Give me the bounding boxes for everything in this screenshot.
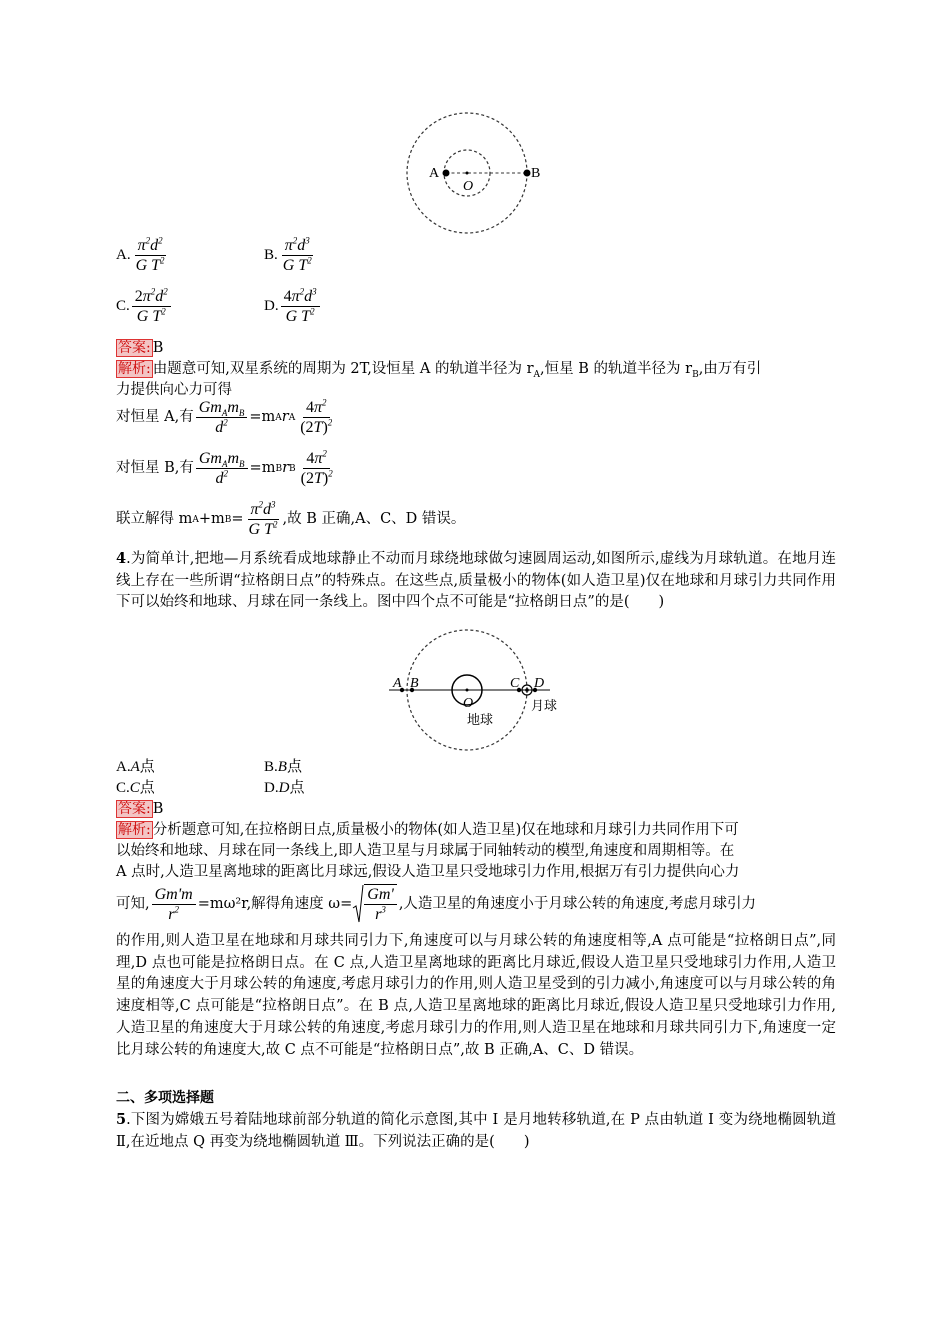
q3-option-c (116, 287, 173, 326)
q4-opt-b-suffix: 点 (286, 759, 302, 775)
label-d: D (534, 676, 545, 691)
label-c: C (510, 676, 520, 691)
option-a-fraction: $\frac{\pi^2d^2}{G T^2}$ (135, 235, 165, 274)
label-o: O (463, 179, 474, 194)
star-a-dot (443, 170, 450, 177)
q4-explain-row3: A 点时,人造卫星离地球的距离比月球远,假设人造卫星只受地球引力作用,根据万有引力提供向心力 (116, 864, 740, 880)
option-d-label: D. (264, 298, 279, 314)
q5-stem-text: .下图为嫦娥五号着陆地球前部分轨道的简化示意图,其中 Ⅰ 是月地转移轨道,在 P 点由轨道 Ⅰ 变为绕地椭圆轨道 Ⅱ,在近地点 Q 再变为绕地椭圆轨道 Ⅲ。下列说法正确的是( ) (116, 1112, 836, 1150)
label-b: B (410, 676, 419, 691)
q3-answer-row (116, 338, 163, 359)
q4-opt-c-label: C. (116, 780, 130, 796)
answer-value: B (152, 801, 164, 817)
q4-opt-d-suffix: 点 (289, 780, 305, 796)
q4-opt-c-suffix: 点 (139, 780, 155, 796)
answer-tag: 答案: (118, 340, 151, 356)
eq1-lhs: $\frac{Gm_Am_B}{d^2}$ (196, 398, 248, 437)
eq3-fraction: $\frac{\pi^2d^3}{G T^2}$ (248, 499, 278, 538)
gravity-fraction: $\frac{Gm'm}{r^2}$ (152, 885, 196, 924)
q4-option-a (116, 757, 155, 778)
q4-stem (116, 548, 836, 614)
label-moon: 月球 (531, 699, 558, 714)
eq2-rhs: $\frac{4\pi^2}{(2T)^2}$ (300, 448, 333, 487)
explain-l4c: ,人造卫星的角速度小于月球公转的角速度,考虑月球引力 (398, 895, 757, 912)
label-o: O (463, 696, 474, 711)
explain-text-b: ,恒星 B 的轨道半径为 r (540, 361, 693, 377)
q5-stem (116, 1109, 836, 1153)
earth-center (466, 689, 469, 692)
q3-explain-row2: 力提供向心力可得 (116, 382, 232, 398)
q4-opt-b-label: B. (264, 759, 278, 775)
explain-l4a: 可知, (116, 895, 150, 912)
option-b-label: B. (264, 247, 278, 263)
eq1-mid: =m (249, 409, 276, 425)
q4-answer-row (116, 799, 163, 820)
eq2-mid: =m (249, 460, 276, 476)
q4-option-b (264, 757, 302, 778)
moon-center (525, 688, 529, 692)
eq1-prefix: 对恒星 A,有 (116, 409, 194, 425)
answer-tag: 答案: (118, 801, 151, 817)
explain-text-c: ,由万有引 (698, 361, 762, 377)
label-b: B (531, 166, 541, 181)
q4-stem-text: .为简单计,把地—月系统看成地球静止不动而月球绕地球做匀速圆周运动,如图所示,虚线为月球轨道。在地月连线上存在一些所谓“拉格朗日点”的特殊点。在这些点,质量极小的物体(如人造卫星)仅在地球和月球引力共同作用下可以始终和地球、月球在同一条线上。图中四个点不可能是“拉格朗日点”的是( ) (116, 551, 836, 610)
explain-text: 由题意可知,双星系统的周期为 2T,设恒星 A 的轨道半径为 r (152, 361, 534, 377)
eq2-lhs: $\frac{Gm_Am_B}{d^2}$ (196, 449, 248, 488)
label-earth: 地球 (467, 713, 494, 728)
q4-opt-a-suffix: 点 (139, 759, 155, 775)
q4-explain-row2: 以始终和地球、月球在同一条线上,即人造卫星与月球属于同轴转动的模型,角速度和周期相等。在 (116, 843, 735, 859)
sqrt-expression: $\frac{Gm'}{r^3}$ (352, 884, 399, 924)
q4-opt-d-var: D (278, 780, 290, 796)
option-c-label: C. (116, 298, 130, 314)
option-d-fraction: $\frac{4\pi^2d^3}{G T^2}$ (281, 287, 320, 326)
equation-result: 联立解得 m A +m B = $\frac{\pi^2d^3}{G T^2}$ ,故 B 正确,A、C、D 错误。 (116, 499, 466, 538)
option-c-fraction: $\frac{2\pi^2d^2}{G T^2}$ (132, 287, 171, 326)
explain-l1: 分析题意可知,在拉格朗日点,质量极小的物体(如人造卫星)仅在地球和月球引力共同作用下可 (152, 822, 739, 838)
q3-explain-row1 (116, 359, 761, 380)
q4-option-d (264, 778, 304, 799)
center-dot (466, 172, 469, 175)
q4-opt-b-var: B (277, 759, 287, 775)
equation-star-a: 对恒星 A,有 $\frac{Gm_Am_B}{d^2}$ =m A r A $\frac{4\pi^2}{(2T)^2}$ (116, 398, 337, 437)
eq3-eq: = (231, 511, 244, 527)
q4-opt-c-var: C (129, 780, 140, 796)
lagrange-figure (385, 628, 575, 758)
q3-option-d (264, 287, 322, 326)
answer-value: B (152, 340, 164, 356)
equation-star-b: 对恒星 B,有 $\frac{Gm_Am_B}{d^2}$ =m B r B $\frac{4\pi^2}{(2T)^2}$ (116, 449, 338, 488)
q4-explain-row4 (116, 884, 756, 924)
explain-l4b: =mω²r,解得角速度 ω= (197, 895, 353, 912)
explain-tag: 解析: (118, 361, 151, 377)
eq3-suffix: ,故 B 正确,A、C、D 错误。 (282, 511, 466, 527)
q4-number: 4 (116, 550, 127, 567)
option-b-fraction: $\frac{\pi^2d^3}{G T^2}$ (282, 235, 312, 274)
explain-tag: 解析: (118, 822, 151, 838)
eq3-plus: +m (198, 511, 225, 527)
eq2-prefix: 对恒星 B,有 (116, 460, 194, 476)
sub-b: B (692, 369, 699, 380)
option-a-label: A. (116, 247, 131, 263)
q3-option-b (264, 236, 317, 275)
section-title: 二、多项选择题 (116, 1090, 214, 1106)
q4-opt-a-label: A. (116, 759, 131, 775)
q4-option-c (116, 778, 155, 799)
star-b-dot (524, 170, 531, 177)
q4-explain-rest: 的作用,则人造卫星在地球和月球共同引力下,角速度可以与月球公转的角速度相等,A 点可能是“拉格朗日点”,同理,D 点也可能是拉格朗日点。在 C 点,人造卫星离地球的距离比月球近,假设人造卫星只受地球引力作用,人造卫星的角速度大于月球公转的角速度,考虑月球引力的作用,则人造卫星受到的引力减小,角速度可以与月球公转的角速度相等,C 点可能是“拉格朗日点”。在 B 点,人造卫星离地球的距离比月球近,假设人造卫星只受地球引力作用,人造卫星的角速度大于月球公转的角速度,考虑月球引力的作用,则人造卫星在地球和月球共同引力下,角速度一定比月球公转的角速度大,故 C 点不可能是“拉格朗日点”,故 B 正确,A、C、D 错误。 (116, 933, 836, 1058)
eq3-prefix: 联立解得 m (116, 511, 193, 527)
q3-option-a (116, 236, 170, 275)
q4-opt-a-var: A (130, 759, 140, 775)
double-star-figure (400, 110, 560, 240)
q4-explain-row1 (116, 820, 739, 841)
q5-number: 5 (116, 1111, 127, 1128)
eq1-rhs: $\frac{4\pi^2}{(2T)^2}$ (300, 397, 333, 436)
sub-a: A (533, 369, 541, 380)
label-a: A (393, 676, 402, 691)
q4-opt-d-label: D. (264, 780, 279, 796)
label-a: A (429, 166, 440, 181)
